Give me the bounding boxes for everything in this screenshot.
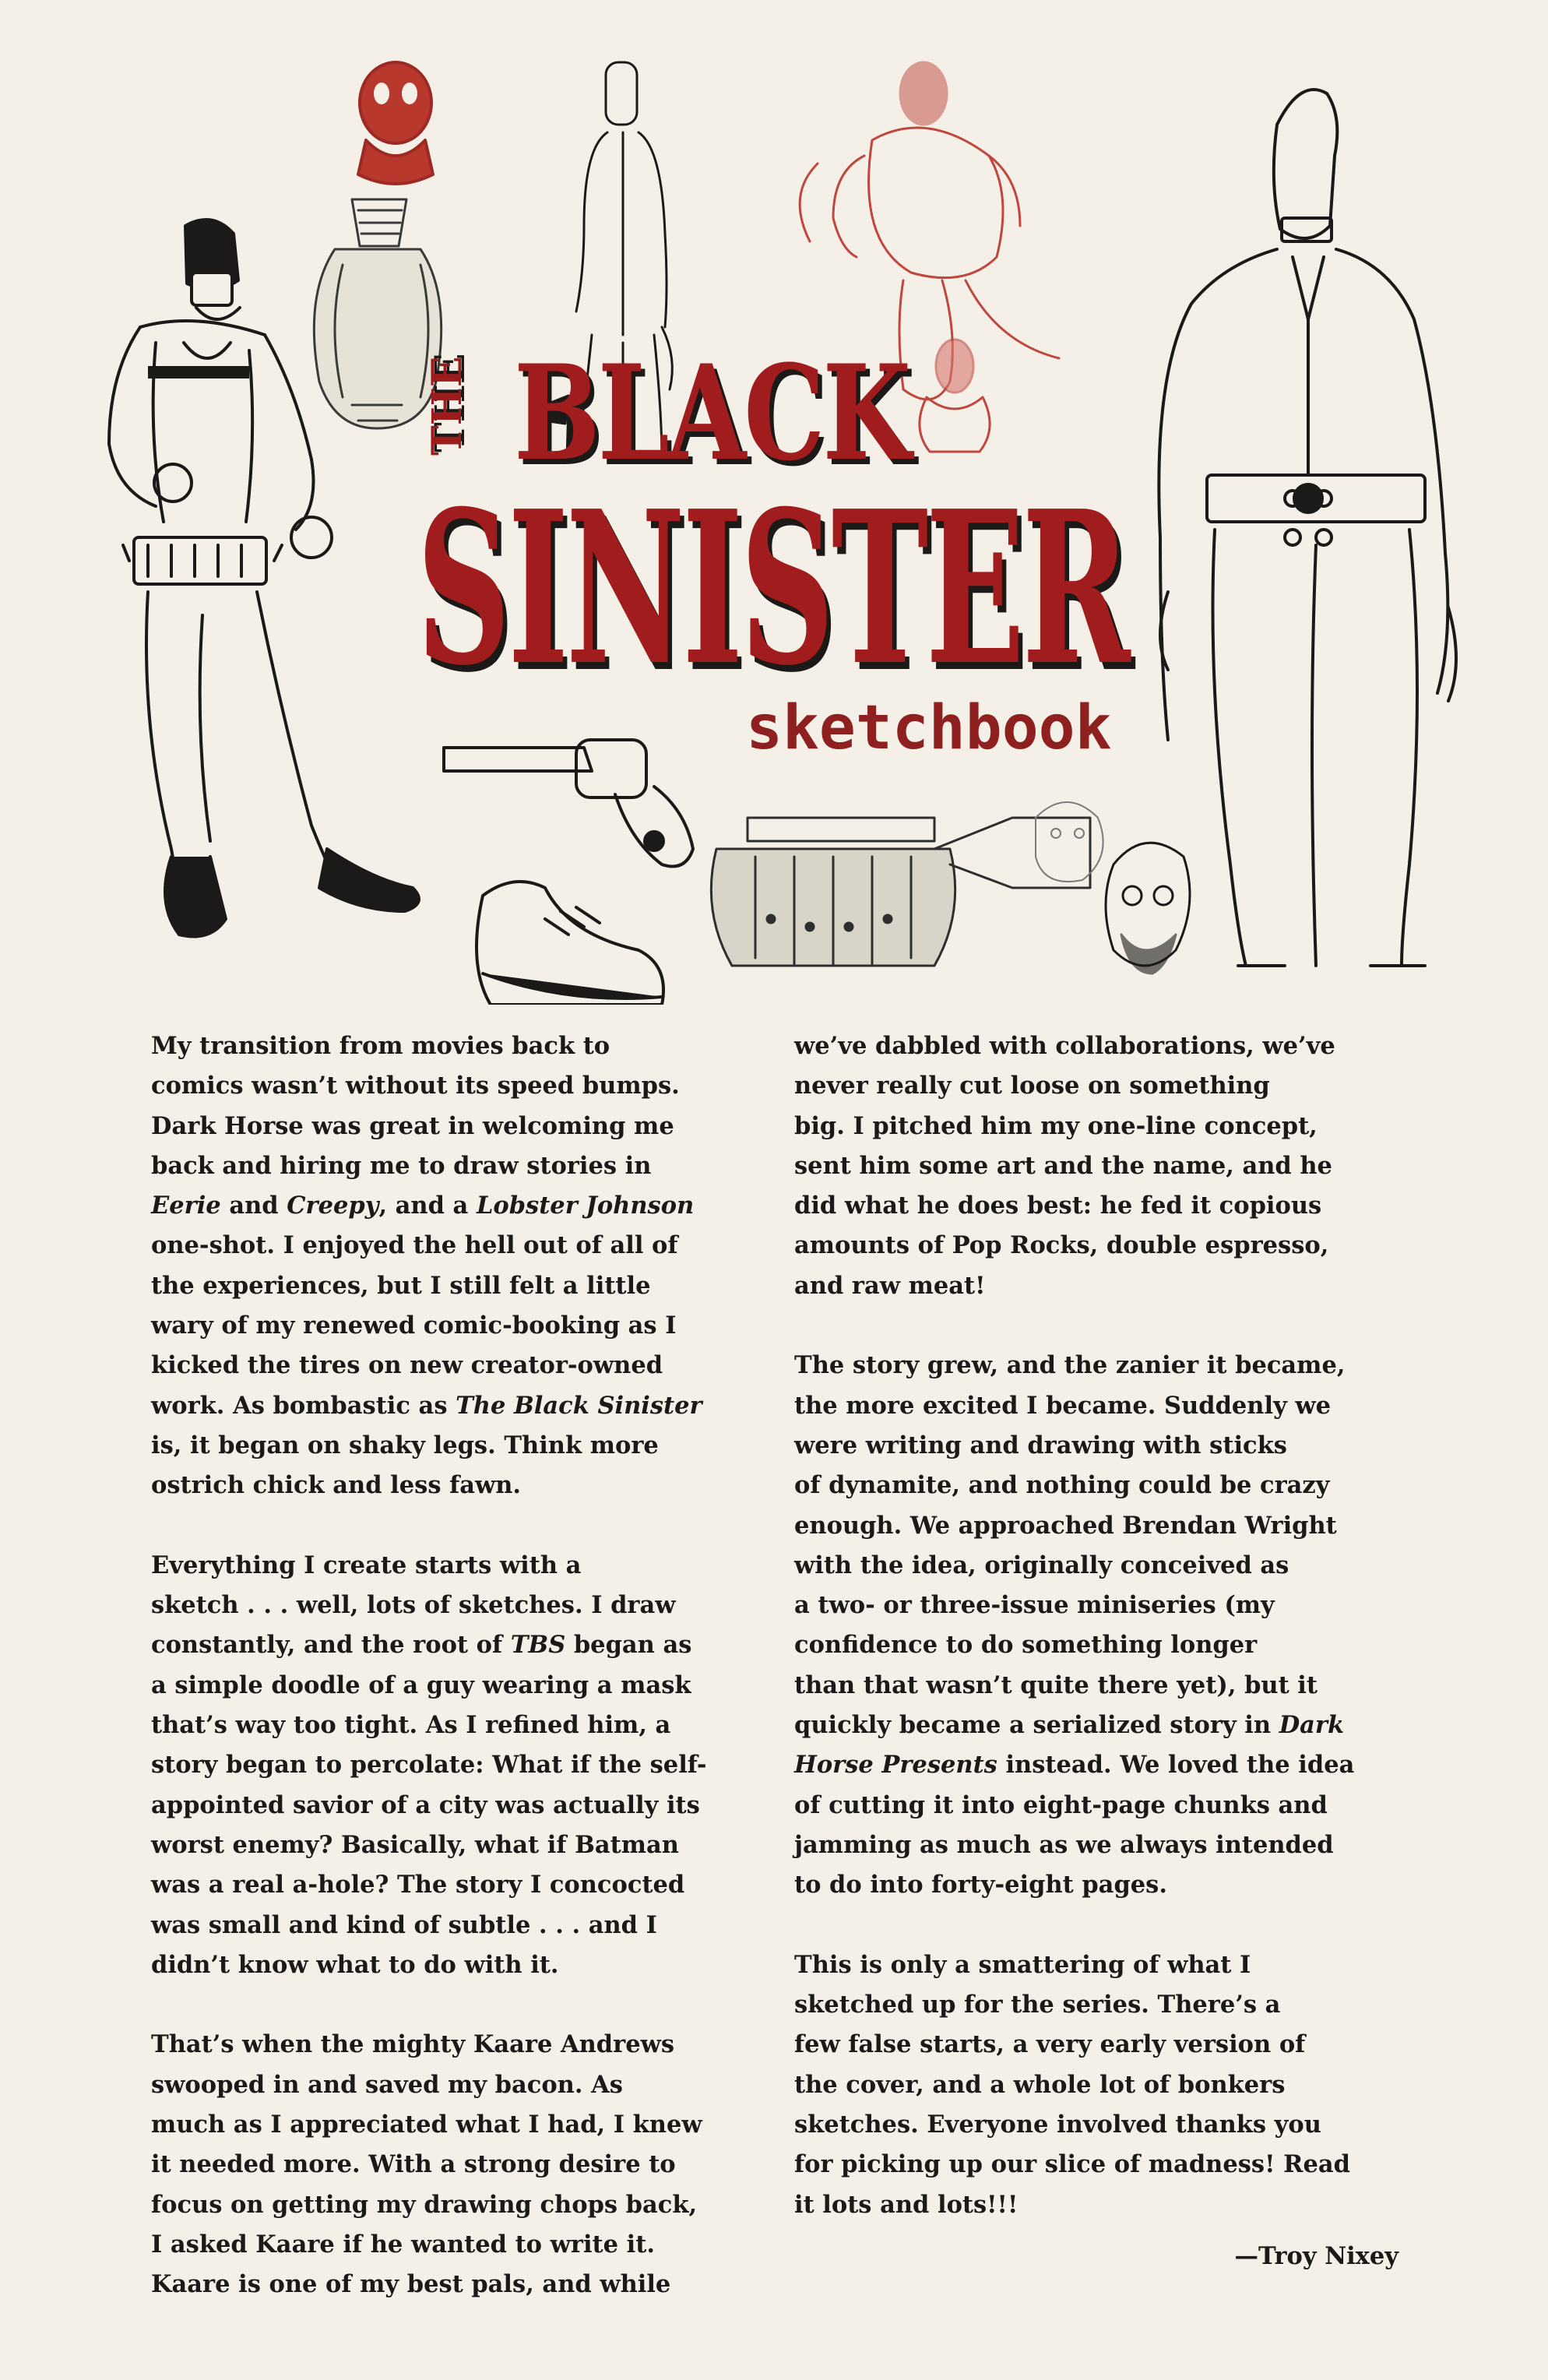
author-signature: —Troy Nixey: [1234, 2242, 1398, 2270]
text-line: the cover, and a whole lot of bonkers: [794, 2070, 1286, 2099]
text-segment: , and a: [378, 1192, 477, 1220]
text-line: wary of my renewed comic-booking as I: [151, 1311, 677, 1340]
text-segment: quickly became a serialized story in: [794, 1711, 1279, 1740]
text-line: were writing and drawing with sticks: [794, 1431, 1287, 1459]
text-line: worst enemy? Basically, what if Batman: [151, 1830, 679, 1859]
text-line: we’ve dabbled with collaborations, we’ve: [794, 1032, 1335, 1060]
text-line: appointed savior of a city was actually its: [151, 1790, 700, 1819]
italic-title: Horse Presents: [794, 1751, 997, 1780]
text-line: comics wasn’t without its speed bumps.: [151, 1072, 680, 1100]
text-line: was small and kind of subtle . . . and I: [151, 1910, 657, 1939]
title-sketchbook: sketchbook: [746, 693, 1112, 763]
text-line: the more excited I became. Suddenly we: [794, 1391, 1332, 1420]
italic-title: The Black Sinister: [456, 1391, 702, 1420]
text-line: That’s when the mighty Kaare Andrews: [151, 2030, 675, 2059]
old-man-head: [1106, 843, 1190, 973]
text-line: much as I appreciated what I had, I knew: [151, 2111, 702, 2139]
text-line: didn’t know what to do with it.: [151, 1950, 559, 1979]
revolver: [444, 740, 693, 867]
italic-title: Eerie: [151, 1192, 221, 1220]
text-line: kicked the tires on new creator-owned: [151, 1351, 663, 1380]
paragraph: [794, 1026, 1402, 1306]
red-small-figure: [920, 340, 990, 452]
text-line: sketch . . . well, lots of sketches. I draw: [151, 1591, 676, 1620]
italic-title: Lobster Johnson: [476, 1192, 695, 1220]
text-segment: began as: [565, 1631, 692, 1660]
text-line: [151, 1625, 758, 1665]
italic-title: Dark: [1279, 1711, 1345, 1740]
text-segment: and: [220, 1192, 287, 1220]
text-line: big. I pitched him my one-line concept,: [794, 1111, 1318, 1140]
text-line: than that wasn’t quite there yet), but it: [794, 1671, 1318, 1699]
paragraph: [794, 1346, 1402, 1905]
italic-title: TBS: [510, 1631, 566, 1660]
text-line: with the idea, originally conceived as: [794, 1551, 1289, 1579]
left-text-column: [151, 1026, 758, 2345]
text-line: The story grew, and the zanier it became,: [794, 1351, 1346, 1380]
tall-figure-suit: [1159, 90, 1456, 966]
sketch-illustrations: [0, 0, 1548, 1005]
red-mask-head: [358, 62, 433, 184]
text-segment: constantly, and the root of: [151, 1631, 511, 1660]
text-line: ostrich chick and less fawn.: [151, 1471, 522, 1500]
paragraph: [151, 1546, 758, 1985]
text-line: of dynamite, and nothing could be crazy: [794, 1471, 1330, 1500]
text-line: to do into forty-eight pages.: [794, 1871, 1167, 1899]
text-line: of cutting it into eight-page chunks and: [794, 1790, 1328, 1819]
title-the: THE: [424, 356, 471, 456]
text-line: did what he does best: he fed it copious: [794, 1192, 1322, 1220]
metal-helmet: [711, 818, 1090, 966]
text-line: it lots and lots!!!: [794, 2190, 1019, 2219]
text-line: that’s way too tight. As I refined him, a: [151, 1711, 671, 1740]
text-line: [794, 1745, 1402, 1785]
text-line: the experiences, but I still felt a little: [151, 1271, 651, 1300]
bomb: [314, 199, 441, 428]
text-line: was a real a-hole? The story I concocted: [151, 1871, 685, 1899]
paragraph: [151, 2025, 758, 2304]
text-line: sketched up for the series. There’s a: [794, 1991, 1281, 2019]
text-line: confidence to do something longer: [794, 1631, 1258, 1660]
text-segment: work. As bombastic as: [151, 1391, 456, 1420]
text-line: enough. We approached Brendan Wright: [794, 1511, 1337, 1540]
face-doodle: [1036, 802, 1103, 882]
title-sinister: SINISTER: [417, 464, 1128, 712]
text-line: amounts of Pop Rocks, double espresso,: [794, 1231, 1329, 1260]
text-line: jamming as much as we always intended: [794, 1830, 1334, 1859]
red-brawler-sketch: [800, 62, 1059, 400]
text-line: [151, 1386, 758, 1426]
text-line: I asked Kaare if he wanted to write it.: [151, 2230, 655, 2259]
text-line: swooped in and saved my bacon. As: [151, 2070, 623, 2099]
text-line: never really cut loose on something: [794, 1072, 1270, 1100]
text-line: sent him some art and the name, and he: [794, 1151, 1332, 1180]
shoe: [477, 882, 663, 1005]
text-line: Everything I create starts with a: [151, 1551, 582, 1579]
italic-title: Creepy: [287, 1192, 379, 1220]
standing-figure-gun: [537, 62, 672, 459]
text-segment: instead. We loved the idea: [997, 1751, 1355, 1780]
text-line: [151, 1186, 758, 1226]
right-text-column: [794, 1026, 1402, 2265]
text-line: story began to percolate: What if the self-: [151, 1751, 707, 1780]
text-line: Kaare is one of my best pals, and while: [151, 2270, 671, 2299]
text-line: is, it began on shaky legs. Think more: [151, 1431, 659, 1459]
text-line: few false starts, a very early version of: [794, 2030, 1306, 2059]
text-line: and raw meat!: [794, 1271, 986, 1300]
text-line: one-shot. I enjoyed the hell out of all of: [151, 1231, 678, 1260]
text-line: focus on getting my drawing chops back,: [151, 2190, 698, 2219]
text-line: back and hiring me to draw stories in: [151, 1151, 652, 1180]
text-line: [794, 1706, 1402, 1745]
text-line: This is only a smattering of what I: [794, 1950, 1251, 1979]
text-line: a simple doodle of a guy wearing a mask: [151, 1671, 691, 1699]
text-line: My transition from movies back to: [151, 1032, 610, 1060]
paragraph: [794, 1945, 1402, 2225]
text-line: a two- or three-issue miniseries (my: [794, 1591, 1275, 1620]
text-line: for picking up our slice of madness! Read: [794, 2150, 1350, 2179]
text-line: it needed more. With a strong desire to: [151, 2150, 676, 2179]
text-line: Dark Horse was great in welcoming me: [151, 1111, 674, 1140]
title-black: BLACK: [514, 336, 909, 490]
text-line: sketches. Everyone involved thanks you: [794, 2111, 1321, 2139]
paragraph: [151, 1026, 758, 1506]
